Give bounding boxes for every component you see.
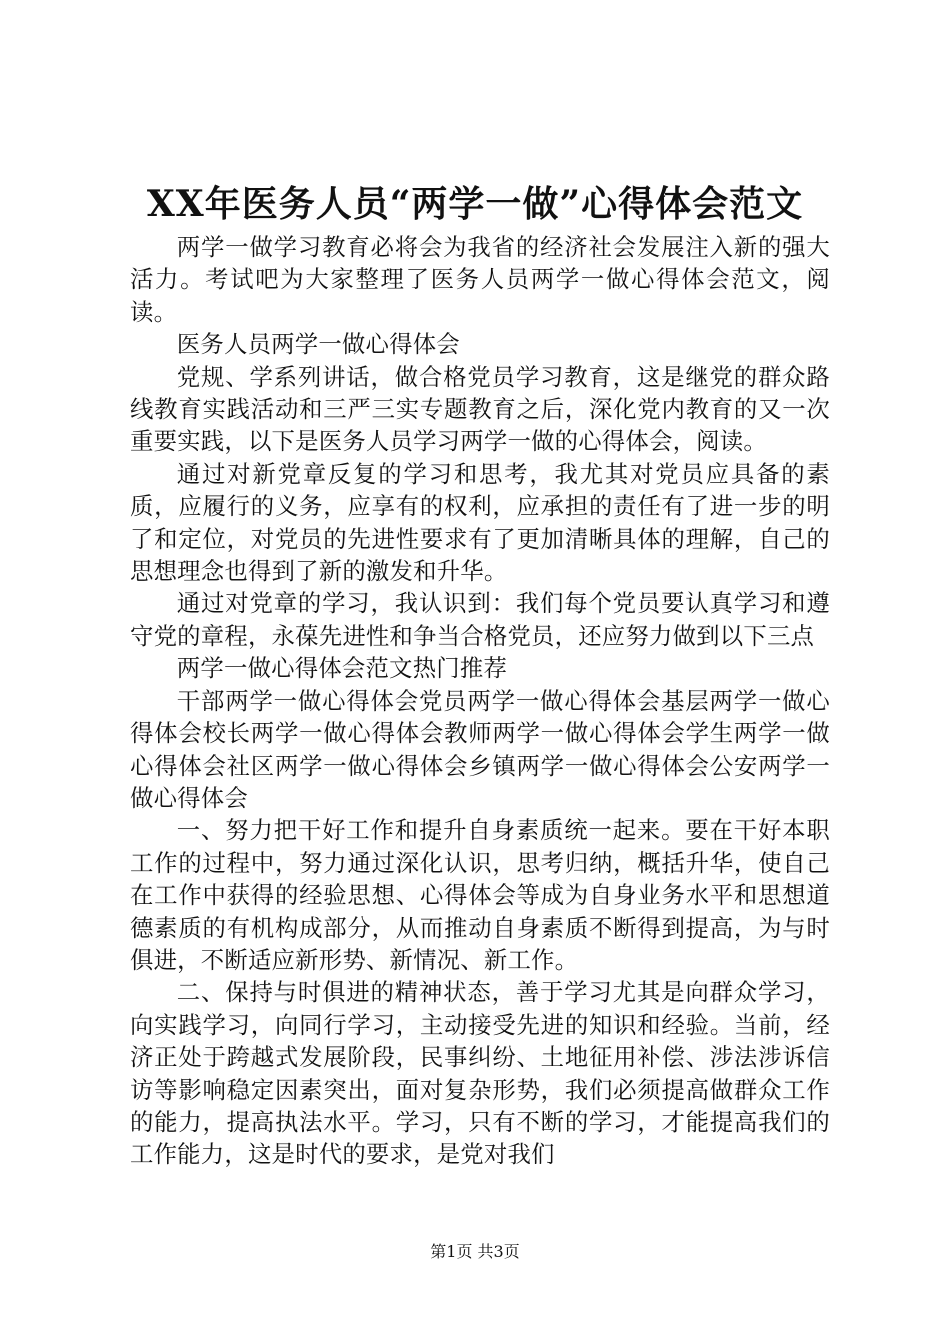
section-heading: 医务人员两学一做心得体会: [176, 330, 460, 359]
paragraph: 二、保持与时俱进的精神状态，善于学习尤其是向群众学习，向实践学习，向同行学习，主动接受先进的知识和经验。当前，经济正处于跨越式发展阶段，民事纠纷、土地征用补偿、涉法涉诉信访等影响稳定因素突出，面对复杂形势，我们必须提高做群众工作的能力，提高执法水平。学习，只有不断的学习，才能提高我们的工作能力，这是时代的要求，是党对我们: [130, 978, 830, 1169]
document-body: [130, 231, 830, 1171]
paragraph: 一、努力把干好工作和提升自身素质统一起来。要在干好本职工作的过程中，努力通过深化认识，思考归纳，概括升华，使自己在工作中获得的经验思想、心得体会等成为自身业务水平和思想道德素质的有机构成部分，从而推动自身素质不断得到提高，为与时俱进，不断适应新形势、新情况、新工作。: [130, 816, 830, 974]
page-number-footer: 第1页 共3页: [430, 1242, 520, 1261]
paragraph: 党规、学系列讲话，做合格党员学习教育，这是继党的群众路线教育实践活动和三严三实专题教育之后，深化党内教育的又一次重要实践，以下是医务人员学习两学一做的心得体会，阅读。: [130, 362, 830, 456]
paragraph: 干部两学一做心得体会党员两学一做心得体会基层两学一做心得体会校长两学一做心得体会教师两学一做心得体会学生两学一做心得体会社区两学一做心得体会乡镇两学一做心得体会公安两学一做心得体会: [130, 686, 830, 812]
paragraph: 通过对新党章反复的学习和思考，我尤其对党员应具备的素质，应履行的义务，应享有的权利，应承担的责任有了进一步的明了和定位，对党员的先进性要求有了更加清晰具体的理解，自己的思想理念也得到了新的激发和升华。: [130, 459, 830, 586]
document-title: XX年医务人员“两学一做”心得体会范文: [146, 183, 804, 225]
paragraph: 两学一做学习教育必将会为我省的经济社会发展注入新的强大活力。考试吧为大家整理了医务人员两学一做心得体会范文，阅读。: [130, 233, 830, 326]
paragraph: 通过对党章的学习，我认识到：我们每个党员要认真学习和遵守党的章程，永葆先进性和争当合格党员，还应努力做到以下三点: [130, 589, 830, 650]
section-heading: 两学一做心得体会范文热门推荐: [176, 654, 508, 683]
